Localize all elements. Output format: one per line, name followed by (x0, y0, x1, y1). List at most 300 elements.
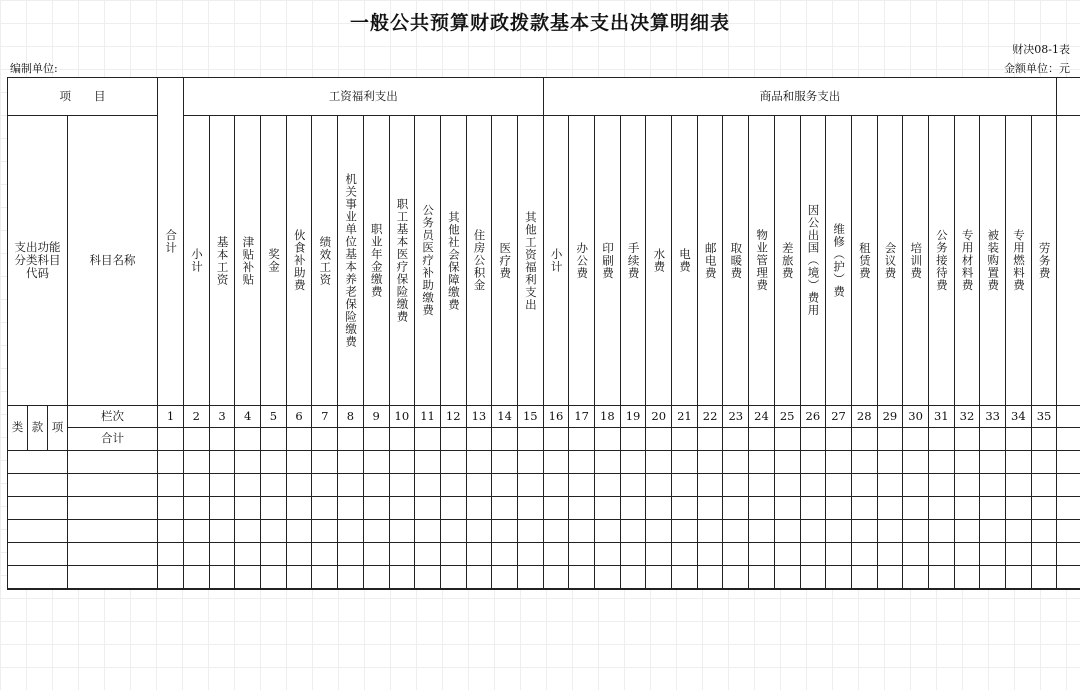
data-cell[interactable] (492, 428, 518, 451)
data-cell[interactable] (364, 497, 390, 520)
data-cell[interactable] (518, 566, 544, 589)
data-cell[interactable] (518, 451, 544, 474)
data-cell[interactable] (775, 589, 801, 590)
data-cell[interactable] (903, 497, 929, 520)
data-cell[interactable] (852, 589, 878, 590)
data-cell[interactable] (467, 497, 493, 520)
data-cell[interactable] (749, 520, 775, 543)
data-cell[interactable] (184, 589, 210, 590)
data-cell[interactable] (415, 589, 441, 590)
blank-code-cell[interactable] (8, 451, 68, 474)
data-cell[interactable] (775, 520, 801, 543)
data-cell[interactable] (235, 566, 261, 589)
data-cell[interactable] (492, 566, 518, 589)
data-cell[interactable] (621, 589, 647, 590)
data-cell[interactable] (646, 543, 672, 566)
data-cell[interactable] (955, 497, 981, 520)
data-cell[interactable] (621, 520, 647, 543)
data-cell[interactable] (544, 497, 570, 520)
data-cell[interactable] (698, 589, 724, 590)
data-cell[interactable] (569, 520, 595, 543)
data-cell[interactable] (518, 474, 544, 497)
data-cell[interactable] (672, 474, 698, 497)
data-cell[interactable] (1057, 428, 1080, 451)
data-cell[interactable] (826, 589, 852, 590)
data-cell[interactable] (801, 589, 827, 590)
data-cell[interactable] (518, 428, 544, 451)
data-cell[interactable] (595, 543, 621, 566)
data-cell[interactable] (235, 451, 261, 474)
data-cell[interactable] (826, 451, 852, 474)
data-cell[interactable] (415, 474, 441, 497)
data-cell[interactable] (235, 520, 261, 543)
data-cell[interactable] (338, 474, 364, 497)
data-cell[interactable] (158, 497, 184, 520)
data-cell[interactable] (1006, 428, 1032, 451)
data-cell[interactable] (261, 566, 287, 589)
data-cell[interactable] (980, 589, 1006, 590)
data-cell[interactable] (338, 566, 364, 589)
data-cell[interactable] (878, 543, 904, 566)
data-cell[interactable] (1006, 589, 1032, 590)
data-cell[interactable] (801, 497, 827, 520)
data-cell[interactable] (287, 428, 313, 451)
data-cell[interactable] (903, 543, 929, 566)
data-cell[interactable] (390, 497, 416, 520)
data-cell[interactable] (235, 543, 261, 566)
data-cell[interactable] (287, 474, 313, 497)
data-cell[interactable] (569, 497, 595, 520)
data-cell[interactable] (903, 474, 929, 497)
data-cell[interactable] (210, 589, 236, 590)
data-cell[interactable] (467, 589, 493, 590)
data-cell[interactable] (415, 543, 441, 566)
data-cell[interactable] (878, 451, 904, 474)
data-cell[interactable] (595, 428, 621, 451)
data-cell[interactable] (210, 566, 236, 589)
data-cell[interactable] (569, 451, 595, 474)
data-cell[interactable] (569, 589, 595, 590)
data-cell[interactable] (544, 474, 570, 497)
data-cell[interactable] (441, 428, 467, 451)
data-cell[interactable] (826, 520, 852, 543)
data-cell[interactable] (698, 566, 724, 589)
blank-code-cell[interactable] (8, 474, 68, 497)
data-cell[interactable] (801, 428, 827, 451)
data-cell[interactable] (390, 566, 416, 589)
data-cell[interactable] (698, 474, 724, 497)
data-cell[interactable] (235, 474, 261, 497)
data-cell[interactable] (1057, 451, 1080, 474)
data-cell[interactable] (287, 497, 313, 520)
data-cell[interactable] (723, 474, 749, 497)
data-cell[interactable] (415, 428, 441, 451)
data-cell[interactable] (338, 520, 364, 543)
data-cell[interactable] (467, 428, 493, 451)
data-cell[interactable] (801, 451, 827, 474)
data-cell[interactable] (1032, 428, 1058, 451)
data-cell[interactable] (492, 520, 518, 543)
data-cell[interactable] (955, 451, 981, 474)
data-cell[interactable] (287, 451, 313, 474)
data-cell[interactable] (158, 589, 184, 590)
data-cell[interactable] (441, 566, 467, 589)
data-cell[interactable] (364, 428, 390, 451)
data-cell[interactable] (723, 566, 749, 589)
data-cell[interactable] (826, 566, 852, 589)
data-cell[interactable] (955, 428, 981, 451)
data-cell[interactable] (980, 543, 1006, 566)
blank-code-cell[interactable] (8, 589, 68, 590)
data-cell[interactable] (390, 520, 416, 543)
data-cell[interactable] (723, 520, 749, 543)
data-cell[interactable] (903, 520, 929, 543)
data-cell[interactable] (338, 543, 364, 566)
data-cell[interactable] (723, 428, 749, 451)
data-cell[interactable] (261, 497, 287, 520)
data-cell[interactable] (903, 451, 929, 474)
data-cell[interactable] (775, 474, 801, 497)
data-cell[interactable] (878, 474, 904, 497)
data-cell[interactable] (1006, 497, 1032, 520)
data-cell[interactable] (749, 589, 775, 590)
data-cell[interactable] (390, 451, 416, 474)
data-cell[interactable] (158, 520, 184, 543)
data-cell[interactable] (698, 451, 724, 474)
data-cell[interactable] (621, 497, 647, 520)
data-cell[interactable] (955, 520, 981, 543)
data-cell[interactable] (826, 543, 852, 566)
blank-code-cell[interactable] (8, 566, 68, 589)
data-cell[interactable] (68, 566, 158, 589)
data-cell[interactable] (852, 428, 878, 451)
data-cell[interactable] (68, 474, 158, 497)
data-cell[interactable] (1057, 474, 1080, 497)
data-cell[interactable] (1006, 474, 1032, 497)
data-cell[interactable] (261, 428, 287, 451)
data-cell[interactable] (723, 451, 749, 474)
data-cell[interactable] (364, 451, 390, 474)
data-cell[interactable] (749, 451, 775, 474)
data-cell[interactable] (518, 543, 544, 566)
data-cell[interactable] (261, 451, 287, 474)
data-cell[interactable] (929, 428, 955, 451)
data-cell[interactable] (723, 543, 749, 566)
data-cell[interactable] (68, 589, 158, 590)
data-cell[interactable] (441, 589, 467, 590)
data-cell[interactable] (1032, 497, 1058, 520)
data-cell[interactable] (184, 520, 210, 543)
data-cell[interactable] (467, 543, 493, 566)
data-cell[interactable] (1057, 589, 1080, 590)
data-cell[interactable] (467, 451, 493, 474)
data-cell[interactable] (646, 520, 672, 543)
data-cell[interactable] (312, 428, 338, 451)
data-cell[interactable] (878, 566, 904, 589)
data-cell[interactable] (1032, 543, 1058, 566)
data-cell[interactable] (878, 428, 904, 451)
data-cell[interactable] (390, 474, 416, 497)
data-cell[interactable] (338, 589, 364, 590)
data-cell[interactable] (441, 497, 467, 520)
data-cell[interactable] (801, 520, 827, 543)
data-cell[interactable] (569, 428, 595, 451)
data-cell[interactable] (492, 543, 518, 566)
data-cell[interactable] (775, 428, 801, 451)
data-cell[interactable] (1006, 520, 1032, 543)
data-cell[interactable] (569, 543, 595, 566)
data-cell[interactable] (184, 474, 210, 497)
data-cell[interactable] (980, 520, 1006, 543)
data-cell[interactable] (749, 428, 775, 451)
data-cell[interactable] (801, 566, 827, 589)
data-cell[interactable] (390, 428, 416, 451)
data-cell[interactable] (210, 428, 236, 451)
data-cell[interactable] (312, 589, 338, 590)
data-cell[interactable] (569, 566, 595, 589)
data-cell[interactable] (826, 474, 852, 497)
data-cell[interactable] (621, 428, 647, 451)
data-cell[interactable] (980, 497, 1006, 520)
data-cell[interactable] (415, 497, 441, 520)
data-cell[interactable] (415, 451, 441, 474)
data-cell[interactable] (261, 543, 287, 566)
data-cell[interactable] (980, 566, 1006, 589)
data-cell[interactable] (261, 520, 287, 543)
data-cell[interactable] (878, 520, 904, 543)
data-cell[interactable] (595, 520, 621, 543)
data-cell[interactable] (68, 520, 158, 543)
data-cell[interactable] (621, 451, 647, 474)
data-cell[interactable] (544, 428, 570, 451)
data-cell[interactable] (672, 497, 698, 520)
data-cell[interactable] (312, 520, 338, 543)
data-cell[interactable] (749, 474, 775, 497)
data-cell[interactable] (441, 543, 467, 566)
data-cell[interactable] (441, 451, 467, 474)
data-cell[interactable] (775, 497, 801, 520)
data-cell[interactable] (158, 451, 184, 474)
data-cell[interactable] (646, 428, 672, 451)
data-cell[interactable] (775, 566, 801, 589)
data-cell[interactable] (1032, 589, 1058, 590)
data-cell[interactable] (492, 589, 518, 590)
data-cell[interactable] (595, 474, 621, 497)
data-cell[interactable] (749, 566, 775, 589)
data-cell[interactable] (929, 543, 955, 566)
data-cell[interactable] (980, 428, 1006, 451)
data-cell[interactable] (826, 428, 852, 451)
data-cell[interactable] (287, 566, 313, 589)
data-cell[interactable] (390, 543, 416, 566)
blank-code-cell[interactable] (8, 497, 68, 520)
data-cell[interactable] (184, 543, 210, 566)
data-cell[interactable] (698, 520, 724, 543)
data-cell[interactable] (210, 497, 236, 520)
data-cell[interactable] (1032, 474, 1058, 497)
data-cell[interactable] (749, 497, 775, 520)
data-cell[interactable] (775, 451, 801, 474)
data-cell[interactable] (338, 451, 364, 474)
data-cell[interactable] (929, 474, 955, 497)
data-cell[interactable] (955, 566, 981, 589)
data-cell[interactable] (492, 451, 518, 474)
data-cell[interactable] (364, 566, 390, 589)
data-cell[interactable] (184, 428, 210, 451)
data-cell[interactable] (646, 451, 672, 474)
data-cell[interactable] (595, 566, 621, 589)
data-cell[interactable] (518, 520, 544, 543)
data-cell[interactable] (1032, 451, 1058, 474)
data-cell[interactable] (749, 543, 775, 566)
data-cell[interactable] (415, 566, 441, 589)
data-cell[interactable] (287, 543, 313, 566)
data-cell[interactable] (980, 474, 1006, 497)
data-cell[interactable] (698, 497, 724, 520)
data-cell[interactable] (68, 543, 158, 566)
data-cell[interactable] (261, 589, 287, 590)
data-cell[interactable] (544, 543, 570, 566)
data-cell[interactable] (235, 497, 261, 520)
data-cell[interactable] (1006, 566, 1032, 589)
data-cell[interactable] (312, 497, 338, 520)
data-cell[interactable] (955, 543, 981, 566)
data-cell[interactable] (184, 451, 210, 474)
data-cell[interactable] (1006, 451, 1032, 474)
data-cell[interactable] (878, 497, 904, 520)
data-cell[interactable] (852, 474, 878, 497)
data-cell[interactable] (672, 451, 698, 474)
data-cell[interactable] (467, 474, 493, 497)
data-cell[interactable] (390, 589, 416, 590)
data-cell[interactable] (68, 451, 158, 474)
blank-code-cell[interactable] (8, 543, 68, 566)
data-cell[interactable] (903, 428, 929, 451)
data-cell[interactable] (1032, 520, 1058, 543)
data-cell[interactable] (698, 428, 724, 451)
data-cell[interactable] (467, 520, 493, 543)
blank-code-cell[interactable] (8, 520, 68, 543)
data-cell[interactable] (287, 589, 313, 590)
data-cell[interactable] (569, 474, 595, 497)
data-cell[interactable] (158, 428, 184, 451)
data-cell[interactable] (595, 589, 621, 590)
data-cell[interactable] (544, 566, 570, 589)
data-cell[interactable] (672, 520, 698, 543)
data-cell[interactable] (852, 451, 878, 474)
data-cell[interactable] (235, 428, 261, 451)
data-cell[interactable] (852, 566, 878, 589)
data-cell[interactable] (801, 474, 827, 497)
data-cell[interactable] (826, 497, 852, 520)
data-cell[interactable] (287, 520, 313, 543)
data-cell[interactable] (261, 474, 287, 497)
data-cell[interactable] (210, 474, 236, 497)
data-cell[interactable] (903, 589, 929, 590)
data-cell[interactable] (929, 566, 955, 589)
data-cell[interactable] (210, 543, 236, 566)
data-cell[interactable] (415, 520, 441, 543)
data-cell[interactable] (672, 428, 698, 451)
data-cell[interactable] (1057, 566, 1080, 589)
data-cell[interactable] (364, 589, 390, 590)
data-cell[interactable] (929, 520, 955, 543)
data-cell[interactable] (312, 474, 338, 497)
data-cell[interactable] (1057, 520, 1080, 543)
data-cell[interactable] (210, 451, 236, 474)
data-cell[interactable] (672, 589, 698, 590)
data-cell[interactable] (929, 497, 955, 520)
data-cell[interactable] (672, 543, 698, 566)
data-cell[interactable] (158, 474, 184, 497)
data-cell[interactable] (441, 520, 467, 543)
data-cell[interactable] (364, 520, 390, 543)
data-cell[interactable] (518, 589, 544, 590)
data-cell[interactable] (929, 589, 955, 590)
data-cell[interactable] (235, 589, 261, 590)
data-cell[interactable] (1057, 497, 1080, 520)
data-cell[interactable] (929, 451, 955, 474)
data-cell[interactable] (441, 474, 467, 497)
data-cell[interactable] (312, 451, 338, 474)
data-cell[interactable] (878, 589, 904, 590)
data-cell[interactable] (646, 474, 672, 497)
data-cell[interactable] (492, 474, 518, 497)
data-cell[interactable] (646, 589, 672, 590)
data-cell[interactable] (364, 543, 390, 566)
data-cell[interactable] (544, 589, 570, 590)
data-cell[interactable] (980, 451, 1006, 474)
data-cell[interactable] (544, 451, 570, 474)
data-cell[interactable] (672, 566, 698, 589)
data-cell[interactable] (1032, 566, 1058, 589)
data-cell[interactable] (723, 497, 749, 520)
data-cell[interactable] (852, 520, 878, 543)
data-cell[interactable] (595, 451, 621, 474)
data-cell[interactable] (338, 428, 364, 451)
data-cell[interactable] (158, 543, 184, 566)
data-cell[interactable] (68, 497, 158, 520)
data-cell[interactable] (364, 474, 390, 497)
data-cell[interactable] (955, 474, 981, 497)
data-cell[interactable] (903, 566, 929, 589)
data-cell[interactable] (698, 543, 724, 566)
data-cell[interactable] (852, 543, 878, 566)
data-cell[interactable] (852, 497, 878, 520)
data-cell[interactable] (621, 543, 647, 566)
data-cell[interactable] (801, 543, 827, 566)
data-cell[interactable] (723, 589, 749, 590)
data-cell[interactable] (184, 566, 210, 589)
data-cell[interactable] (1057, 543, 1080, 566)
data-cell[interactable] (544, 520, 570, 543)
data-cell[interactable] (621, 474, 647, 497)
data-cell[interactable] (312, 543, 338, 566)
data-cell[interactable] (210, 520, 236, 543)
data-cell[interactable] (492, 497, 518, 520)
data-cell[interactable] (312, 566, 338, 589)
data-cell[interactable] (338, 497, 364, 520)
data-cell[interactable] (1006, 543, 1032, 566)
data-cell[interactable] (158, 566, 184, 589)
data-cell[interactable] (467, 566, 493, 589)
data-cell[interactable] (955, 589, 981, 590)
data-cell[interactable] (184, 497, 210, 520)
data-cell[interactable] (518, 497, 544, 520)
data-cell[interactable] (646, 497, 672, 520)
data-cell[interactable] (646, 566, 672, 589)
data-cell[interactable] (775, 543, 801, 566)
